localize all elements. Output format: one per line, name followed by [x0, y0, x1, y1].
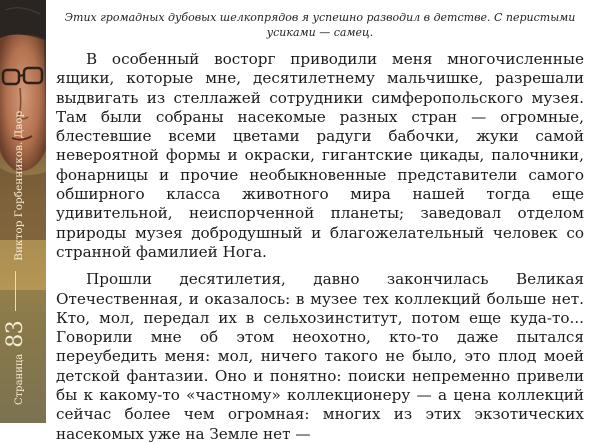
paragraph: Прошли десятилетия, давно закончилась Великая Отечественная, и оказалось: в музее тех коллекций больше нет. Кто, мол, передал их в сельхозинститут, потом еще куда-то... Говорили мне об этом неохотно, кто-то даже пытался переубедить меня: мол, ничего такого не было, это плод моей детской фантазии. Оно и понятно: поиски непременно привели бы к какому-то «частному» коллекционеру — а цена коллекций сейчас более чем огромная: многих из этих экзотических насекомых уже на Земле нет — — [56, 270, 584, 443]
main-content — [56, 0, 584, 443]
book-title: Виктор Горбенников. Двор — [13, 110, 25, 261]
divider — [15, 271, 16, 311]
paragraph: В особенный восторг приводили меня многочисленные ящики, которые мне, десятилетнему мальчишке, разрешали выдвигать из стеллажей сотрудники симферопольского музея. Там были собраны насекомые разных стран — огромные, блестевшие всеми цветами радуги бабочки, жуки самой невероятной формы и окраски, гигантские цикады, палочники, фонарницы и прочие необыкновенные представители самого обширного класса животного мира нашей тогда еще удивительной, неиспорченной планеты; заведовал отделом природы музея добродушный и благожелательный человек со странной фамилией Нога. — [56, 50, 584, 261]
image-caption: Этих громадных дубовых шелкопрядов я успешно разводил в детстве. С перистыми усиками — самец. — [64, 11, 576, 39]
page-label: Страница — [14, 353, 25, 405]
page-number: 83 — [3, 320, 28, 348]
sidebar — [0, 0, 46, 423]
